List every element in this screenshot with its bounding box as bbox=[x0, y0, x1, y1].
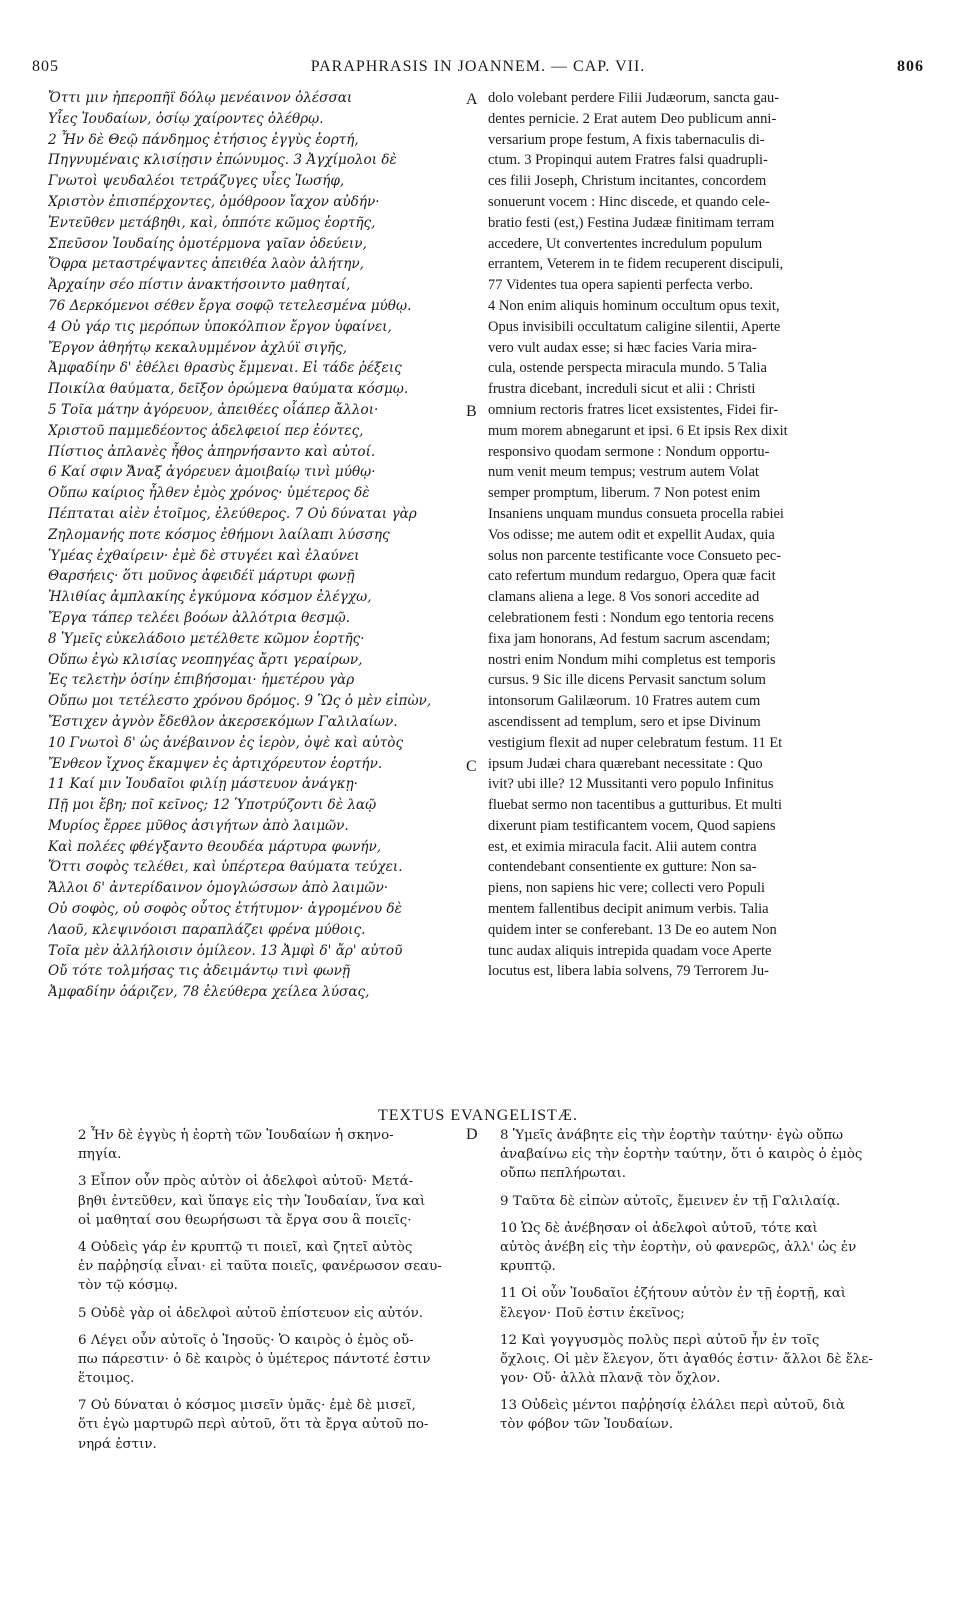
gospel-verse bbox=[500, 1284, 924, 1322]
greek-verse-line: Πηγνυμέναις κλισίῃσιν ἐπώνυμος. 3 Ἀγχίμολοι δὲ bbox=[48, 152, 397, 169]
greek-verse-line: Πῇ μοι ἔβη; ποῖ κεῖνος; 12 Ὑποτρύζοντι δὲ λαῷ bbox=[48, 797, 377, 814]
greek-verse-line: Ἀμφαδίην ὀάριζεν, 78 ἐλεύθερα χείλεα λύσας, bbox=[48, 984, 370, 1001]
latin-verse-line: vero vult audax esse; si hæc facies Varia mira- bbox=[488, 339, 757, 356]
greek-verse-line: Ὄττι μιν ἠπεροπῆϊ δόλῳ μενέαινον ὀλέσσαι bbox=[48, 90, 353, 106]
greek-verse-line: Ἀμφαδίην δ' ἐθέλει θρασὺς ἔμμεναι. Εἰ τάδε ῥέξεις bbox=[48, 360, 402, 377]
section-title: TEXTUS EVANGELISTÆ. bbox=[377, 1107, 579, 1124]
gospel-line: βηθι ἐντεῦθεν, καὶ ὕπαγε εἰς τὴν Ἰουδαίαν, ἵνα καὶ bbox=[78, 1193, 426, 1209]
gospel-text-right-column bbox=[500, 1126, 924, 1435]
greek-verse-line: Ἠλιθίας ἀμπλακίης ἐγκύμονα κόσμον ἐλέγχω, bbox=[48, 589, 372, 606]
gospel-line: 10 Ὡς δὲ ἀνέβησαν οἱ ἀδελφοὶ αὐτοῦ, τότε καὶ bbox=[500, 1220, 818, 1236]
greek-verse-line: Ὄφρα μεταστρέψαντες ἀπειθέα λαὸν ἀλήτην, bbox=[48, 256, 364, 273]
greek-verse-line: Ποικίλα θαύματα, δεῖξον ὁρώμενα θαύματα κόσμῳ. bbox=[48, 381, 409, 398]
gospel-line: ὄχλοις. Οἱ μὲν ἔλεγον, ὅτι ἀγαθός ἐστιν· ἄλλοι δὲ ἔλε- bbox=[500, 1351, 873, 1367]
gospel-text-left-column bbox=[78, 1126, 462, 1454]
greek-verse-line: 8 Ὑμεῖς εὐκελάδοιο μετέλθετε κῶμον ἑορτῆς· bbox=[48, 630, 365, 647]
greek-verse-line: Ἔνθεον ἴχνος ἔκαμψεν ἐς ἀρτιχόρευτον ἑορτήν. bbox=[48, 755, 383, 772]
gospel-line: νηρά ἐστιν. bbox=[78, 1436, 157, 1452]
greek-verse-line: Υἷες Ἰουδαίων, ὁσίῳ χαίροντες ὀλέθρῳ. bbox=[48, 110, 324, 127]
latin-verse-line: responsivo quodam sermone : Nondum opportu- bbox=[488, 443, 770, 460]
greek-verse-line: Ἔργον ἀθηήτῳ κεκαλυμμένον ἀχλύϊ σιγῆς, bbox=[48, 339, 348, 356]
greek-verse-line: Χριστοῦ παμμεδέοντος ἀδελφειοί περ ἐόντες, bbox=[48, 422, 364, 439]
greek-verse-line: Ἀρχαίην σέο πίστιν ἀνακτήσοιντο μαθηταί, bbox=[48, 277, 351, 294]
gospel-verse bbox=[500, 1219, 924, 1277]
greek-verse-line: Οὔπω ἐγὼ κλισίας νεοπηγέας ἄρτι γεραίρων, bbox=[48, 651, 363, 668]
greek-verse-line: Ἐς τελετὴν ὁσίην ἐπιβήσομαι· ἡμετέρου γὰρ bbox=[48, 672, 355, 689]
gospel-line: 12 Καὶ γογγυσμὸς πολὺς περὶ αὐτοῦ ἦν ἐν τοῖς bbox=[500, 1332, 820, 1348]
page-number-right: 806 bbox=[897, 58, 924, 75]
latin-verse-line: tunc audax aliquis intrepida quadam voce Aperte bbox=[488, 942, 772, 959]
greek-verse-line: Ἔστιχεν ἀγνὸν ἔδεθλον ἀκερσεκόμων Γαλιλαίων. bbox=[48, 713, 398, 730]
greek-verse-line: Σπεῦσον Ἰουδαίης ὁμοτέρμονα γαῖαν ὁδεύειν, bbox=[48, 235, 367, 252]
gospel-line: γον· Οὔ· ἀλλὰ πλανᾷ τὸν ὄχλον. bbox=[500, 1371, 721, 1387]
gospel-line: τὸν φόβον τῶν Ἰουδαίων. bbox=[500, 1417, 674, 1433]
gutter-letter-b: B bbox=[466, 403, 477, 420]
gospel-verse bbox=[78, 1396, 462, 1454]
gospel-verse bbox=[500, 1396, 924, 1434]
latin-verse-line: fluebat sermo non tacentibus a gutturibus. Et multi bbox=[488, 797, 782, 814]
latin-verse-line: piens, non sapiens hic vere; collecti vero Populi bbox=[488, 880, 766, 897]
gospel-line: κρυπτῷ. bbox=[500, 1259, 556, 1275]
gutter-letter-a: A bbox=[466, 91, 478, 108]
latin-verse-line: Insaniens unquam mundus consueta procella rabiei bbox=[488, 505, 784, 522]
gospel-line: 6 Λέγει οὖν αὐτοῖς ὁ Ἰησοῦς· Ὁ καιρὸς ὁ ἐμὸς οὔ- bbox=[78, 1332, 414, 1348]
gospel-line: 13 Οὐδεὶς μέντοι παῤῥησίᾳ ἐλάλει περὶ αὐτοῦ, διὰ bbox=[500, 1398, 845, 1414]
gospel-line: αὐτὸς ἀνέβη εἰς τὴν ἑορτὴν, οὐ φανερῶς, ἀλλ' ὡς ἐν bbox=[500, 1239, 857, 1255]
greek-verse-line: Πέπταται αἰὲν ἑτοῖμος, ἐλεύθερος. 7 Οὐ δύναται γὰρ bbox=[48, 505, 417, 522]
gospel-line: ἀναβαίνω εἰς τὴν ἑορτὴν ταύτην, ὅτι ὁ καιρὸς ὁ ἐμὸς bbox=[500, 1147, 863, 1163]
latin-verse-line: ctum. 3 Propinqui autem Fratres falsi quadrupli- bbox=[488, 152, 768, 169]
latin-verse-line: Opus invisibili occultatum caligine silentii, Aperte bbox=[488, 318, 781, 335]
latin-verse-line: intonsorum Galilæorum. 10 Fratres autem cum bbox=[488, 693, 761, 710]
latin-verse-line: mentem fallentibus decipit animum verbis. Talia bbox=[488, 901, 769, 918]
latin-verse-line: versarium prope festum, A fixis tabernaculis di- bbox=[488, 131, 765, 148]
gospel-verse bbox=[78, 1304, 462, 1323]
latin-verse-line: dentes pernicie. 2 Erat autem Deo publicum anni- bbox=[488, 110, 777, 127]
greek-verse-line: Θαρσήεις· ὅτι μοῦνος ἀφειδέϊ μάρτυρι φωνῇ bbox=[48, 568, 355, 585]
latin-verse-line: solus non parcente testificante voce Consueto pec- bbox=[488, 547, 782, 564]
latin-verse-line: ces filii Joseph, Christum incitantes, concordem bbox=[488, 173, 767, 190]
latin-verse-line: bratio festi (est,) Festina Judææ finitimam terram bbox=[488, 214, 775, 231]
gospel-line: 5 Οὐδὲ γὰρ οἱ ἀδελφοὶ αὐτοῦ ἐπίστευον εἰς αὐτόν. bbox=[78, 1305, 423, 1321]
gospel-verse bbox=[500, 1331, 924, 1389]
latin-verse-line: semper promptum, liberum. 7 Non potest enim bbox=[488, 485, 761, 502]
latin-verse-line: clamans aliena a lege. 8 Vos sonori accedite ad bbox=[488, 589, 760, 606]
gospel-line: ἔλεγον· Ποῦ ἐστιν ἐκεῖνος; bbox=[500, 1305, 685, 1321]
greek-verse-line: Οὔπω μοι τετέλεστο χρόνου δρόμος. 9 Ὣς ὁ μὲν εἰπὼν, bbox=[48, 693, 432, 710]
greek-verse-line: Ἄλλοι δ' ἀντερίδαινον ὁμογλώσσων ἀπὸ λαιμῶν· bbox=[48, 880, 389, 897]
latin-verse-line: cursus. 9 Sic ille dicens Pervasit sanctum solum bbox=[488, 672, 766, 689]
greek-verse-line: 2 Ἦν δὲ Θεῷ πάνδημος ἐτήσιος ἐγγὺς ἑορτή, bbox=[48, 131, 359, 148]
gospel-line: ἐν παῤῥησίᾳ εἶναι· εἰ ταῦτα ποιεῖς, φανέρωσον σεαυ- bbox=[78, 1259, 442, 1275]
latin-verse-line: celebrationem festi : Nondum ego tentoria recens bbox=[488, 609, 774, 626]
latin-paraphrase-column bbox=[488, 88, 924, 982]
greek-verse-line: Οὔπω καίριος ἦλθεν ἐμὸς χρόνος· ὑμέτερος δὲ bbox=[48, 485, 370, 502]
latin-verse-line: 77 Videntes tua opera sapienti perfecta verbo. bbox=[488, 277, 753, 294]
gutter-letter-c: C bbox=[466, 758, 477, 775]
latin-verse-line: Vos odisse; me autem odit et expellit Audax, quia bbox=[488, 526, 775, 543]
latin-verse-line: quidem inter se conferebant. 13 De eo autem Non bbox=[488, 921, 777, 938]
latin-verse-line: vestigium flexit ad nuper celebratum festum. 11 Et bbox=[488, 734, 783, 751]
latin-verse-line: mum morem abnegarunt et ipsi. 6 Et ipsis Rex dixit bbox=[488, 422, 788, 439]
gospel-line: οἱ μαθηταί σου θεωρήσωσι τὰ ἔργα σου ἃ ποιεῖς· bbox=[78, 1212, 412, 1228]
greek-verse-line: Ἐντεῦθεν μετάβηθι, καὶ, ὁππότε κῶμος ἑορτῆς, bbox=[48, 214, 376, 231]
greek-verse-line: Ὅττι σοφὸς τελέθει, καὶ ὑπέρτερα θαύματα τεύχει. bbox=[48, 859, 403, 876]
gospel-verse bbox=[78, 1172, 462, 1230]
latin-verse-line: dixerunt piam testificantem vocem, Quod sapiens bbox=[488, 817, 776, 834]
latin-verse-line: cato refertum mundum redarguo, Opera quæ facit bbox=[488, 568, 776, 585]
gospel-line: 8 Ὑμεῖς ἀνάβητε εἰς τὴν ἑορτὴν ταύτην· ἐγὼ οὔπω bbox=[500, 1128, 844, 1143]
greek-verse-line: Λαοῦ, κλεψινόοισι παραπλάζει φρένα μύθοις. bbox=[48, 921, 366, 938]
page-number-left: 805 bbox=[32, 58, 59, 75]
latin-verse-line: omnium rectoris fratres licet exsistentes, Fidei fir- bbox=[488, 401, 779, 418]
gutter-letter-d: D bbox=[466, 1126, 478, 1143]
greek-verse-line: 10 Γνωτοὶ δ' ὡς ἀνέβαινον ἐς ἱερὸν, ὀψὲ καὶ αὐτὸς bbox=[48, 734, 404, 751]
greek-verse-line: Οὐ σοφὸς, οὐ σοφὸς οὗτος ἐτήτυμον· ἀγρομένου δὲ bbox=[48, 901, 402, 918]
gospel-line: τὸν τῷ κόσμῳ. bbox=[78, 1278, 178, 1294]
running-title: PARAPHRASIS IN JOANNEM. — CAP. VII. bbox=[310, 58, 646, 75]
page-header bbox=[32, 58, 924, 80]
gospel-line: ἕτοιμος. bbox=[78, 1371, 135, 1387]
greek-verse-line: 76 Δερκόμενοι σέθεν ἔργα σοφῷ τετελεσμένα μύθῳ. bbox=[48, 297, 412, 314]
gospel-line: οὔπω πεπλήρωται. bbox=[500, 1166, 626, 1182]
latin-verse-line: accedere, Ut convertentes incredulum populum bbox=[488, 235, 763, 252]
latin-verse-line: cula, ostende perspecta miracula mundo. 5 Talia bbox=[488, 360, 767, 377]
greek-verse-line: Χριστὸν ἐπισπέρχοντες, ὁμόθροον ἴαχον αὐδήν· bbox=[48, 193, 380, 210]
gospel-line: πηγία. bbox=[78, 1147, 122, 1163]
latin-verse-line: ipsum Judæi chara quærebant necessitate : Quo bbox=[488, 755, 763, 772]
latin-verse-line: sonuerunt vocem : Hinc discede, et quando cele- bbox=[488, 193, 770, 210]
gospel-line: 7 Οὐ δύναται ὁ κόσμος μισεῖν ὑμᾶς· ἐμὲ δὲ μισεῖ, bbox=[78, 1398, 416, 1414]
greek-verse-line: Καὶ πολέες φθέγξαντο θεουδέα μάρτυρα φωνήν, bbox=[48, 838, 382, 855]
gospel-line: 9 Ταῦτα δὲ εἰπὼν αὐτοῖς, ἔμεινεν ἐν τῇ Γαλιλαίᾳ. bbox=[500, 1193, 841, 1209]
gospel-line: 3 Εἶπον οὖν πρὸς αὐτὸν οἱ ἀδελφοὶ αὐτοῦ· Μετά- bbox=[78, 1174, 414, 1190]
gospel-verse bbox=[78, 1238, 462, 1296]
latin-verse-line: frustra dicebant, increduli sicut et alii : Christi bbox=[488, 381, 756, 398]
gospel-line: πω πάρεστιν· ὁ δὲ καιρὸς ὁ ὑμέτερος πάντοτέ ἐστιν bbox=[78, 1351, 431, 1367]
latin-verse-line: ascendissent ad templum, sero et ipse Divinum bbox=[488, 713, 761, 730]
greek-verse-line: 6 Καί σφιν Ἄναξ ἀγόρευεν ἀμοιβαίῳ τινὶ μύθῳ· bbox=[48, 464, 376, 481]
greek-verse-line: Ζηλομανής ποτε κόσμος ἐθήμονι λαίλαπι λύσσης bbox=[48, 526, 390, 543]
latin-verse-line: contendebant consentiente ex gutture: Non sa- bbox=[488, 859, 757, 876]
greek-verse-line: Τοῖα μὲν ἀλλήλοισιν ὁμίλεον. 13 Ἀμφὶ δ' ἄρ' αὐτοῦ bbox=[48, 942, 403, 959]
greek-verse-line: 5 Τοῖα μάτην ἀγόρευον, ἀπειθέες οἷάπερ ἄλλοι· bbox=[48, 401, 379, 418]
gospel-verse bbox=[500, 1126, 924, 1184]
latin-verse-line: fixa jam honorans, Ad festum sacrum ascendam; bbox=[488, 630, 771, 647]
greek-verse-line: Ὑμέας ἐχθαίρειν· ἐμὲ δὲ στυγέει καὶ ἐλαύνει bbox=[48, 547, 360, 564]
latin-verse-line: dolo volebant perdere Filii Judæorum, sancta gau- bbox=[488, 90, 780, 106]
gospel-line: 11 Οἱ οὖν Ἰουδαῖοι ἐζήτουν αὐτὸν ἐν τῇ ἑορτῇ, καὶ bbox=[500, 1286, 846, 1302]
latin-verse-line: num venit meum tempus; vestrum autem Volat bbox=[488, 464, 759, 481]
greek-verse-line: 11 Καί μιν Ἰουδαῖοι φιλίῃ μάστευον ἀνάγκῃ· bbox=[48, 776, 358, 793]
greek-verse-line: Πίστιος ἀπλανὲς ἦθος ἀπηρνήσαντο καὶ αὐτοί. bbox=[48, 443, 376, 460]
gospel-verse bbox=[78, 1331, 462, 1389]
gospel-verse bbox=[500, 1192, 924, 1211]
greek-verse-line: 4 Οὐ γάρ τις μερόπων ὑποκόλπιον ἔργον ὑφαίνει, bbox=[48, 318, 392, 335]
greek-verse-line: Οὔ τότε τολμήσας τις ἀδειμάντῳ τινὶ φωνῇ bbox=[48, 963, 351, 980]
greek-verse-line: Γνωτοὶ ψευδαλέοι τετράζυγες υἷες Ἰωσήφ, bbox=[48, 173, 345, 190]
greek-verse-line: Μυρίος ἔρρεε μῦθος ἀσιγήτων ἀπὸ λαιμῶν. bbox=[48, 817, 349, 834]
latin-verse-line: errantem, Veterem in te fidem recuperent discipuli, bbox=[488, 256, 784, 273]
latin-verse-line: locutus est, libera labia solvens, 79 Terrorem Ju- bbox=[488, 963, 769, 980]
latin-verse-line: est, et eximia miracula facit. Alii autem contra bbox=[488, 838, 757, 855]
gospel-line: ὅτι ἐγὼ μαρτυρῶ περὶ αὐτοῦ, ὅτι τὰ ἔργα αὐτοῦ πο- bbox=[78, 1417, 429, 1433]
latin-verse-line: nostri enim Nondum mihi completus est temporis bbox=[488, 651, 776, 668]
gospel-line: 4 Οὐδεὶς γάρ ἐν κρυπτῷ τι ποιεῖ, καὶ ζητεῖ αὐτὸς bbox=[78, 1239, 413, 1255]
greek-verse-line: Ἔργα τάπερ τελέει βοόων ἀλλότρια θεσμῷ. bbox=[48, 609, 351, 626]
latin-verse-line: ivit? ubi ille? 12 Mussitanti vero populo Infinitus bbox=[488, 776, 774, 793]
gospel-line: 2 Ἦν δὲ ἐγγὺς ἡ ἑορτὴ τῶν Ἰουδαίων ἡ σκηνο- bbox=[78, 1128, 394, 1143]
latin-verse-line: 4 Non enim aliquis hominum occultum opus texit, bbox=[488, 297, 780, 314]
gospel-verse bbox=[78, 1126, 462, 1164]
greek-paraphrase-column bbox=[48, 88, 462, 1003]
